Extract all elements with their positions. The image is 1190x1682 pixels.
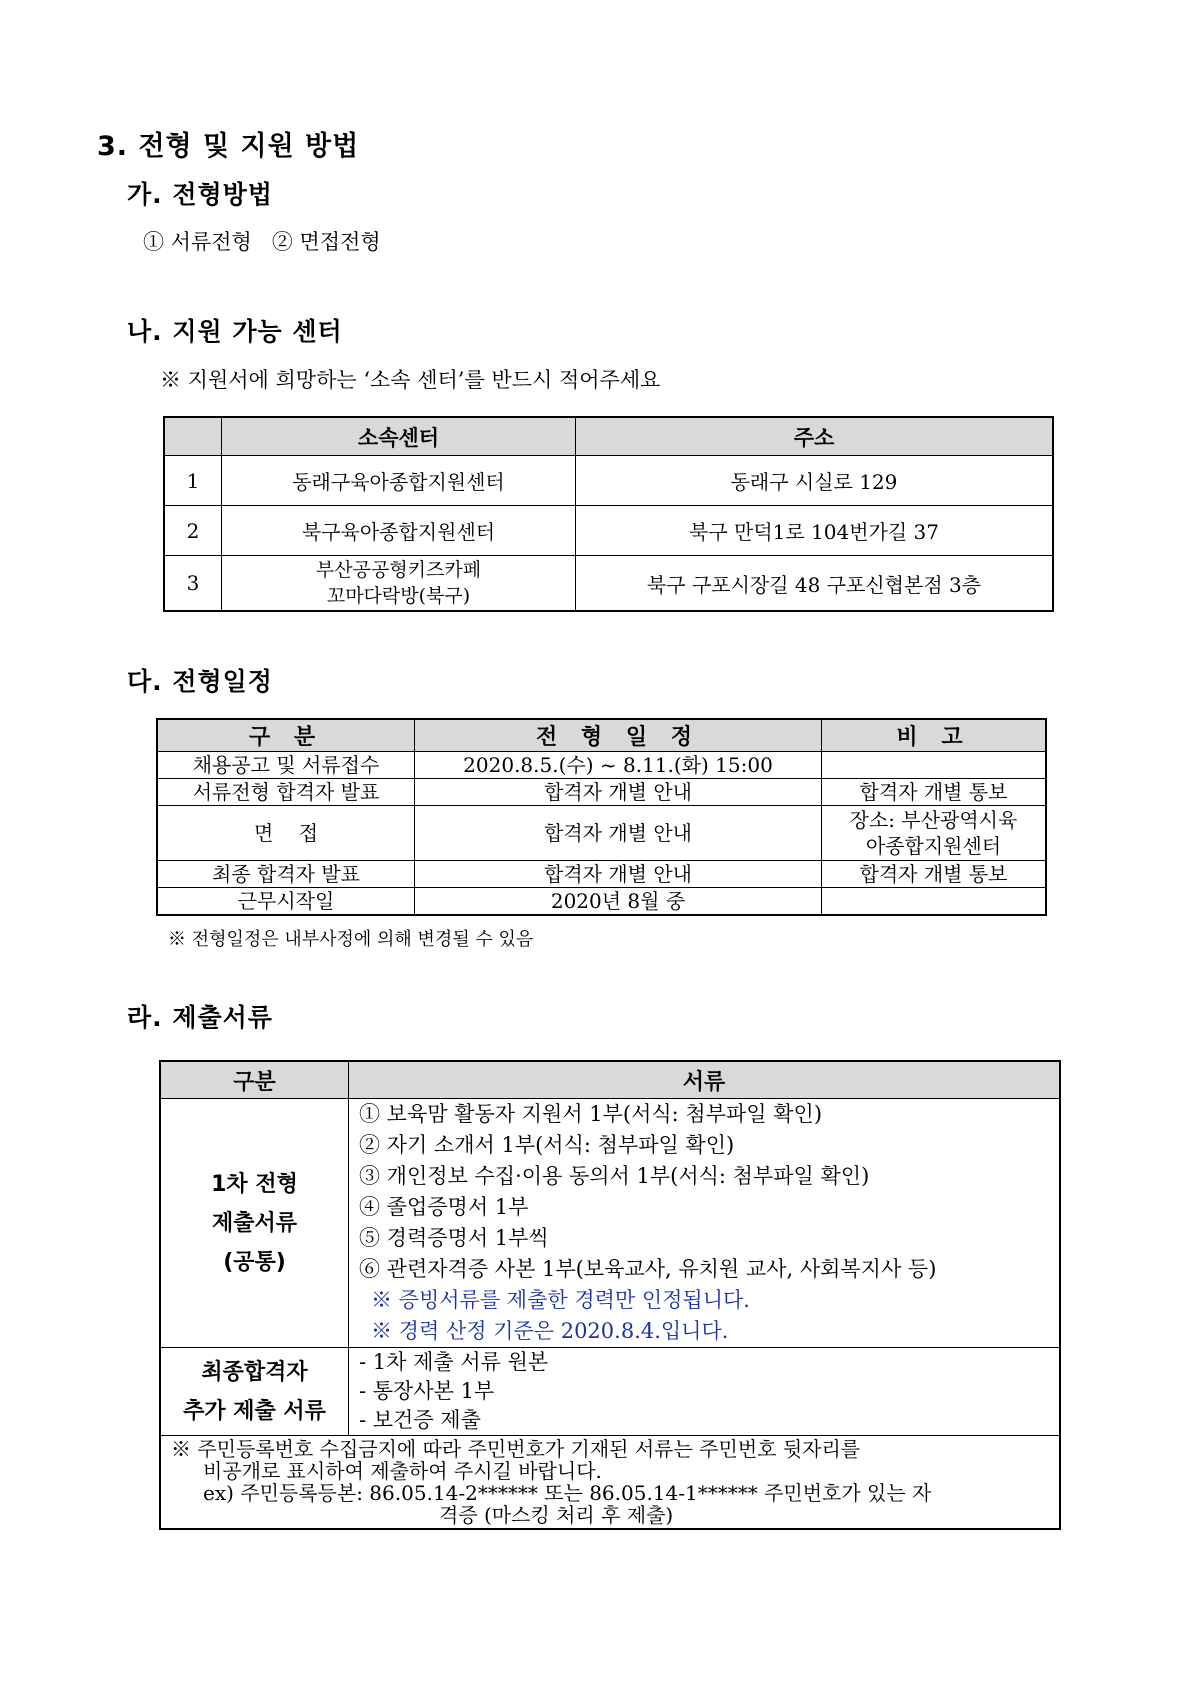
row-note xyxy=(822,752,1047,779)
row-item: 면 접 xyxy=(157,806,415,861)
header-item: 구 분 xyxy=(157,719,415,752)
row-address: 북구 구포시장길 48 구포신협본점 3층 xyxy=(576,556,1054,612)
table-row xyxy=(164,456,1053,506)
table-row xyxy=(157,752,1046,779)
list-item: ① 보육맘 활동자 지원서 1부(서식: 첨부파일 확인) xyxy=(359,1102,823,1126)
header-note: 비 고 xyxy=(822,719,1047,752)
row-schedule: 합격자 개별 안내 xyxy=(415,779,822,806)
evidence-note: ※ 증빙서류를 제출한 경력만 인정됩니다. xyxy=(371,1288,750,1312)
row-item: 서류전형 합격자 발표 xyxy=(157,779,415,806)
selection-methods: ① 서류전형 ② 면접전형 xyxy=(143,230,381,254)
row-no: 3 xyxy=(164,556,222,612)
table-row xyxy=(160,1099,1060,1348)
subsection-b-title: 나. 지원 가능 센터 xyxy=(127,317,343,346)
table-row xyxy=(164,506,1053,556)
row-center: 북구육아종합지원센터 xyxy=(222,506,576,556)
row-schedule: 2020년 8월 중 xyxy=(415,888,822,916)
row-note-line1: 장소: 부산광역시육 xyxy=(849,808,1018,832)
section-title: 3. 전형 및 지원 방법 xyxy=(97,131,360,162)
row-note: 합격자 개별 통보 xyxy=(822,779,1047,806)
first-round-documents xyxy=(349,1099,1061,1348)
footnote-line2: 비공개로 표시하여 제출하여 주시길 바랍니다. xyxy=(203,1459,602,1483)
footnote-line4: 격증 (마스킹 처리 후 제출) xyxy=(439,1503,674,1527)
row-center: 동래구육아종합지원센터 xyxy=(222,456,576,506)
row-schedule: 2020.8.5.(수) ~ 8.11.(화) 15:00 xyxy=(415,752,822,779)
header-schedule: 전 형 일 정 xyxy=(415,719,822,752)
row-center-line2: 꼬마다락방(북구) xyxy=(326,585,471,607)
row-item: 채용공고 및 서류접수 xyxy=(157,752,415,779)
list-item: - 보건증 제출 xyxy=(359,1408,481,1432)
list-item: ② 자기 소개서 1부(서식: 첨부파일 확인) xyxy=(359,1133,735,1157)
header-no xyxy=(164,417,222,456)
final-label-line1: 최종합격자 xyxy=(201,1359,308,1385)
list-item: ⑥ 관련자격증 사본 1부(보육교사, 유치원 교사, 사회복지사 등) xyxy=(359,1257,937,1281)
list-item: ③ 개인정보 수집·이용 동의서 1부(서식: 첨부파일 확인) xyxy=(359,1164,870,1188)
row-note-line2: 아종합지원센터 xyxy=(865,834,1002,858)
subsection-a-title: 가. 전형방법 xyxy=(127,180,273,209)
table-row xyxy=(160,1348,1060,1436)
header-documents: 서류 xyxy=(349,1061,1061,1099)
header-center: 소속센터 xyxy=(222,417,576,456)
first-round-label xyxy=(160,1099,349,1348)
row-center-line1: 부산공공형키즈카페 xyxy=(315,559,482,581)
list-item: - 1차 제출 서류 원본 xyxy=(359,1350,549,1374)
final-label-line2: 추가 제출 서류 xyxy=(183,1398,326,1424)
final-documents xyxy=(349,1348,1061,1436)
table-row xyxy=(157,861,1046,888)
table-row xyxy=(164,556,1053,612)
schedule-footnote: ※ 전형일정은 내부사정에 의해 변경될 수 있음 xyxy=(168,929,534,950)
row-no: 1 xyxy=(164,456,222,506)
row-address: 북구 만덕1로 104번가길 37 xyxy=(576,506,1054,556)
first-round-label-line3: (공통) xyxy=(223,1249,286,1275)
header-category: 구분 xyxy=(160,1061,349,1099)
row-schedule: 합격자 개별 안내 xyxy=(415,806,822,861)
first-round-label-line1: 1차 전형 xyxy=(211,1171,298,1197)
career-basis-note: ※ 경력 산정 기준은 2020.8.4.입니다. xyxy=(371,1319,729,1343)
row-item: 근무시작일 xyxy=(157,888,415,916)
table-row xyxy=(157,779,1046,806)
subsection-d-title: 라. 제출서류 xyxy=(127,1003,273,1032)
table-row xyxy=(157,888,1046,916)
row-no: 2 xyxy=(164,506,222,556)
row-address: 동래구 시실로 129 xyxy=(576,456,1054,506)
header-address: 주소 xyxy=(576,417,1054,456)
row-schedule: 합격자 개별 안내 xyxy=(415,861,822,888)
footnote-line3: ex) 주민등록등본: 86.05.14-2****** 또는 86.05.14-1****** 주민번호가 있는 자 xyxy=(203,1481,932,1505)
footnote-line1: ※ 주민등록번호 수집금지에 따라 주민번호가 기재된 서류는 주민번호 뒷자리를 xyxy=(171,1437,861,1461)
final-label xyxy=(160,1348,349,1436)
first-round-label-line2: 제출서류 xyxy=(211,1210,297,1236)
row-note: 합격자 개별 통보 xyxy=(822,861,1047,888)
row-note xyxy=(822,806,1047,861)
list-item: - 통장사본 1부 xyxy=(359,1379,495,1403)
table-row xyxy=(157,806,1046,861)
subsection-c-title: 다. 전형일정 xyxy=(127,667,273,696)
table-row xyxy=(160,1436,1060,1530)
resident-number-footnote xyxy=(160,1436,1060,1530)
list-item: ⑤ 경력증명서 1부씩 xyxy=(359,1226,549,1250)
row-center xyxy=(222,556,576,612)
list-item: ④ 졸업증명서 1부 xyxy=(359,1195,529,1219)
row-item: 최종 합격자 발표 xyxy=(157,861,415,888)
schedule-table xyxy=(156,718,1047,916)
row-note xyxy=(822,888,1047,916)
documents-table xyxy=(159,1060,1061,1530)
center-note: ※ 지원서에 희망하는 ‘소속 센터’를 반드시 적어주세요 xyxy=(160,368,661,392)
center-table xyxy=(163,416,1054,612)
